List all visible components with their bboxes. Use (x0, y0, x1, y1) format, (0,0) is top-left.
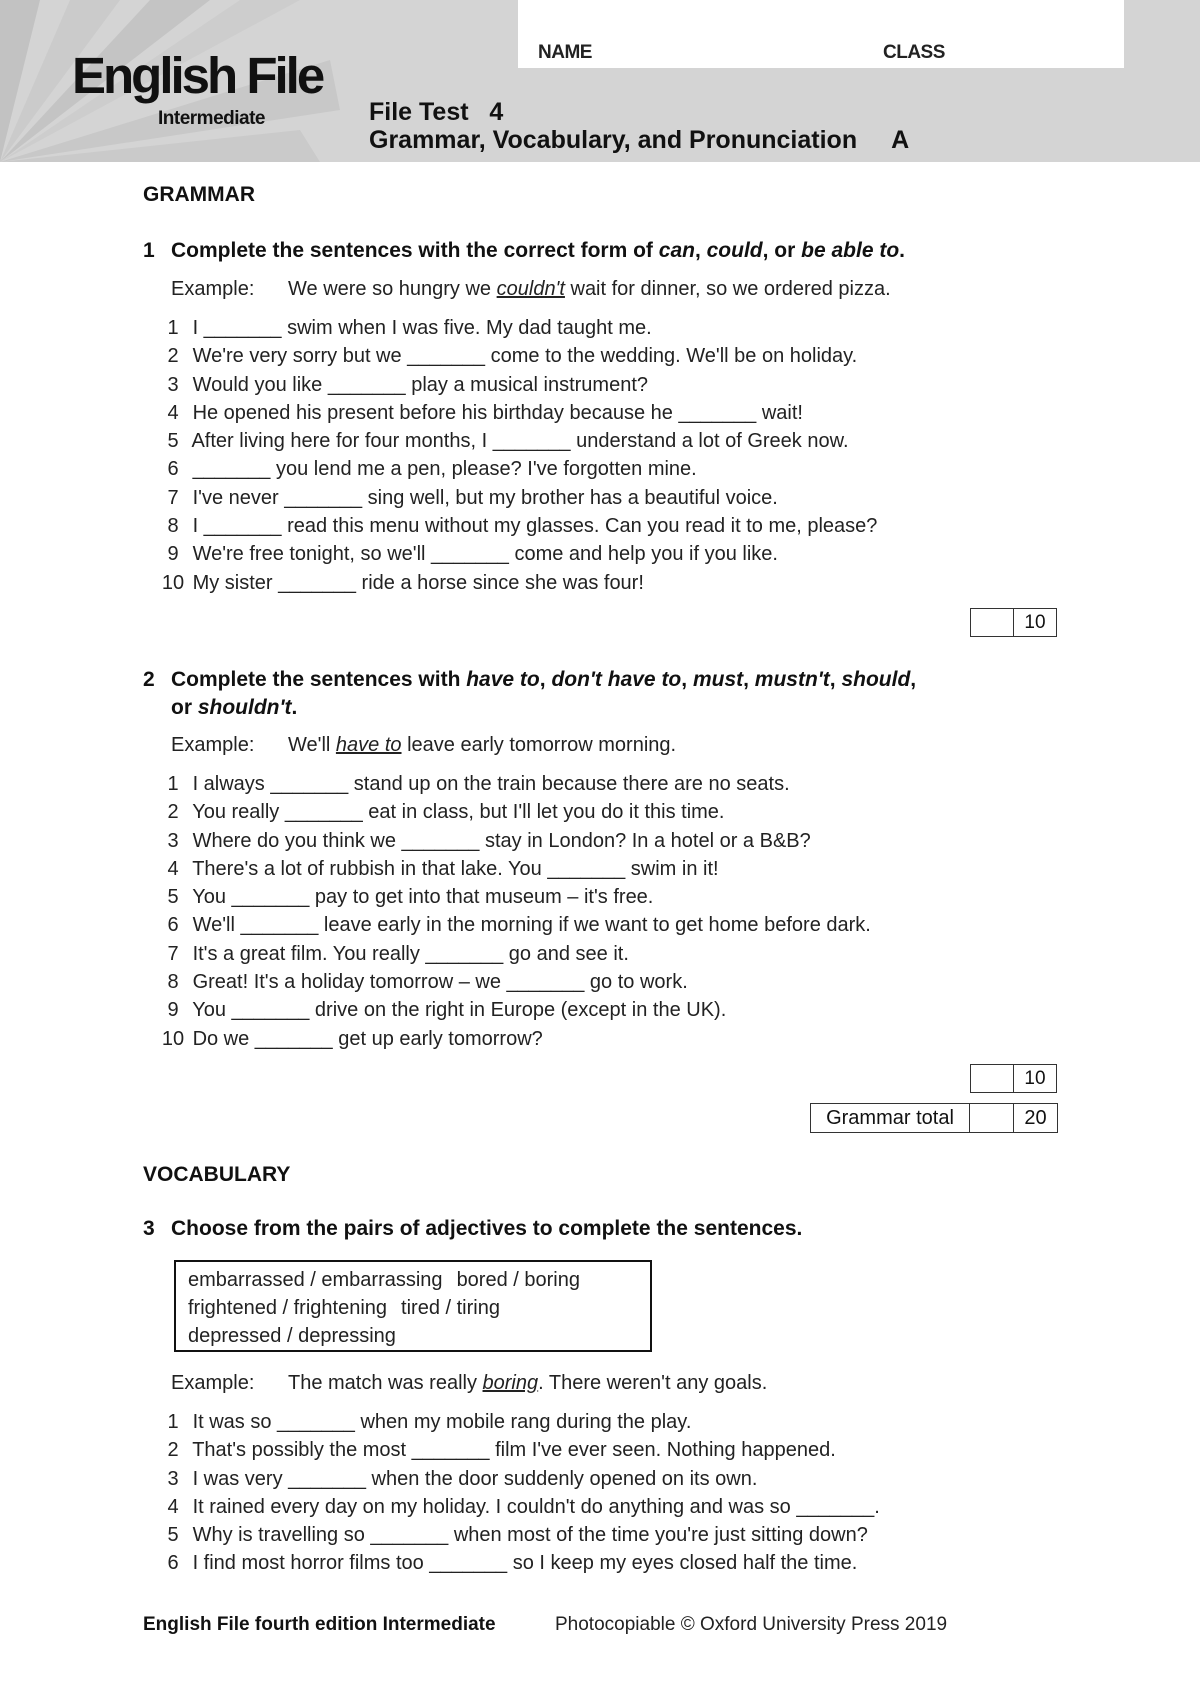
grammar-total-max: 20 (1024, 1107, 1047, 1129)
footer-copyright: Photocopiable © Oxford University Press 2019 (555, 1614, 948, 1635)
list-item: 9 You _______ drive on the right in Europe (except in the UK). (167, 999, 727, 1022)
list-item: 7 It's a great film. You really _______ go and see it. (167, 942, 629, 965)
question-1-score-box (970, 608, 1057, 637)
question-2-score-box (970, 1064, 1057, 1093)
score-input-cell[interactable] (971, 609, 1014, 636)
list-item: 10 Do we _______ get up early tomorrow? (161, 1027, 543, 1050)
list-item: 1 I always _______ stand up on the train because there are no seats. (167, 773, 790, 795)
word-pair: bored / boring (456, 1269, 580, 1291)
test-subtitle: Grammar, Vocabulary, and Pronunciation A (369, 126, 910, 154)
test-version: A (891, 126, 910, 154)
name-class-box (518, 0, 1124, 68)
list-item: 4 There's a lot of rubbish in that lake. You _______ swim in it! (167, 857, 719, 880)
adjective-word-box (174, 1260, 652, 1352)
logo-title: English File (72, 47, 323, 104)
list-item: 8 I _______ read this menu without my glasses. Can you read it to me, please? (167, 515, 878, 538)
list-item: 6 We'll _______ leave early in the morning if we want to get home before dark. (167, 914, 871, 937)
logo-subtitle: Intermediate (158, 108, 265, 129)
list-item: 3 Where do you think we _______ stay in London? In a hotel or a B&B? (167, 829, 811, 852)
grammar-total-box (810, 1103, 1058, 1133)
grammar-total-input-cell[interactable] (970, 1104, 1014, 1132)
list-item: 3 Would you like _______ play a musical instrument? (167, 373, 649, 396)
file-test-title: File Test 4 (369, 98, 504, 126)
question-1-title: 1 Complete the sentences with the correct form of can, could, or be able to. (143, 239, 906, 262)
list-item: 7 I've never _______ sing well, but my brother has a beautiful voice. (167, 486, 778, 509)
footer-edition: English File fourth edition Intermediate (143, 1614, 496, 1635)
score-input-cell[interactable] (971, 1065, 1014, 1092)
vocabulary-heading: VOCABULARY (143, 1163, 291, 1186)
word-pair: embarrassed / embarrassing (188, 1269, 443, 1291)
question-3-title: 3 Choose from the pairs of adjectives to complete the sentences. (143, 1217, 803, 1240)
list-item: 10 My sister _______ ride a horse since she was four! (161, 571, 644, 594)
list-item: 5 After living here for four months, I _______ understand a lot of Greek now. (167, 430, 849, 453)
list-item: 2 We're very sorry but we _______ come to the wedding. We'll be on holiday. (167, 345, 858, 368)
list-item: 1 I _______ swim when I was five. My dad taught me. (167, 317, 652, 339)
list-item: 6 I find most horror films too _______ so I keep my eyes closed half the time. (167, 1552, 858, 1575)
list-item: 3 I was very _______ when the door suddenly opened on its own. (167, 1467, 758, 1490)
list-item: 1 It was so _______ when my mobile rang during the play. (167, 1411, 692, 1433)
question-2-title: 2 Complete the sentences with have to, don't have to, must, mustn't, should, or shouldn't. (143, 668, 917, 719)
word-pair: frightened / frightening (188, 1297, 388, 1319)
list-item: 4 He opened his present before his birthday because he _______ wait! (167, 401, 803, 424)
grammar-total-label: Grammar total (811, 1104, 970, 1132)
word-pair: depressed / depressing (188, 1325, 396, 1347)
list-item: 2 You really _______ eat in class, but I'll let you do it this time. (167, 801, 725, 824)
question-2-items (159, 770, 1039, 1053)
list-item: 4 It rained every day on my holiday. I couldn't do anything and was so _______. (167, 1495, 880, 1518)
question-3-items (159, 1408, 1039, 1578)
list-item: 8 Great! It's a holiday tomorrow – we _______ go to work. (167, 971, 688, 994)
list-item: 6 _______ you lend me a pen, please? I've forgotten mine. (167, 458, 697, 481)
question-1-items (159, 314, 1039, 597)
header-banner (0, 0, 1200, 162)
word-pair: tired / tiring (401, 1297, 500, 1319)
list-item: 2 That's possibly the most _______ film I've ever seen. Nothing happened. (167, 1439, 836, 1462)
class-label: CLASS (883, 42, 945, 63)
list-item: 5 Why is travelling so _______ when most of the time you're just sitting down? (167, 1524, 868, 1547)
score-max: 10 (1024, 612, 1046, 633)
question-3-example: Example: The match was really boring. There weren't any goals. (171, 1372, 768, 1394)
question-1-example: Example: We were so hungry we couldn't wait for dinner, so we ordered pizza. (171, 278, 891, 300)
score-max: 10 (1024, 1068, 1046, 1089)
question-2-example: Example: We'll have to leave early tomorrow morning. (171, 734, 677, 756)
name-label: NAME (538, 42, 592, 63)
list-item: 9 We're free tonight, so we'll _______ come and help you if you like. (167, 543, 778, 566)
list-item: 5 You _______ pay to get into that museum – it's free. (167, 886, 654, 909)
grammar-heading: GRAMMAR (143, 183, 255, 206)
